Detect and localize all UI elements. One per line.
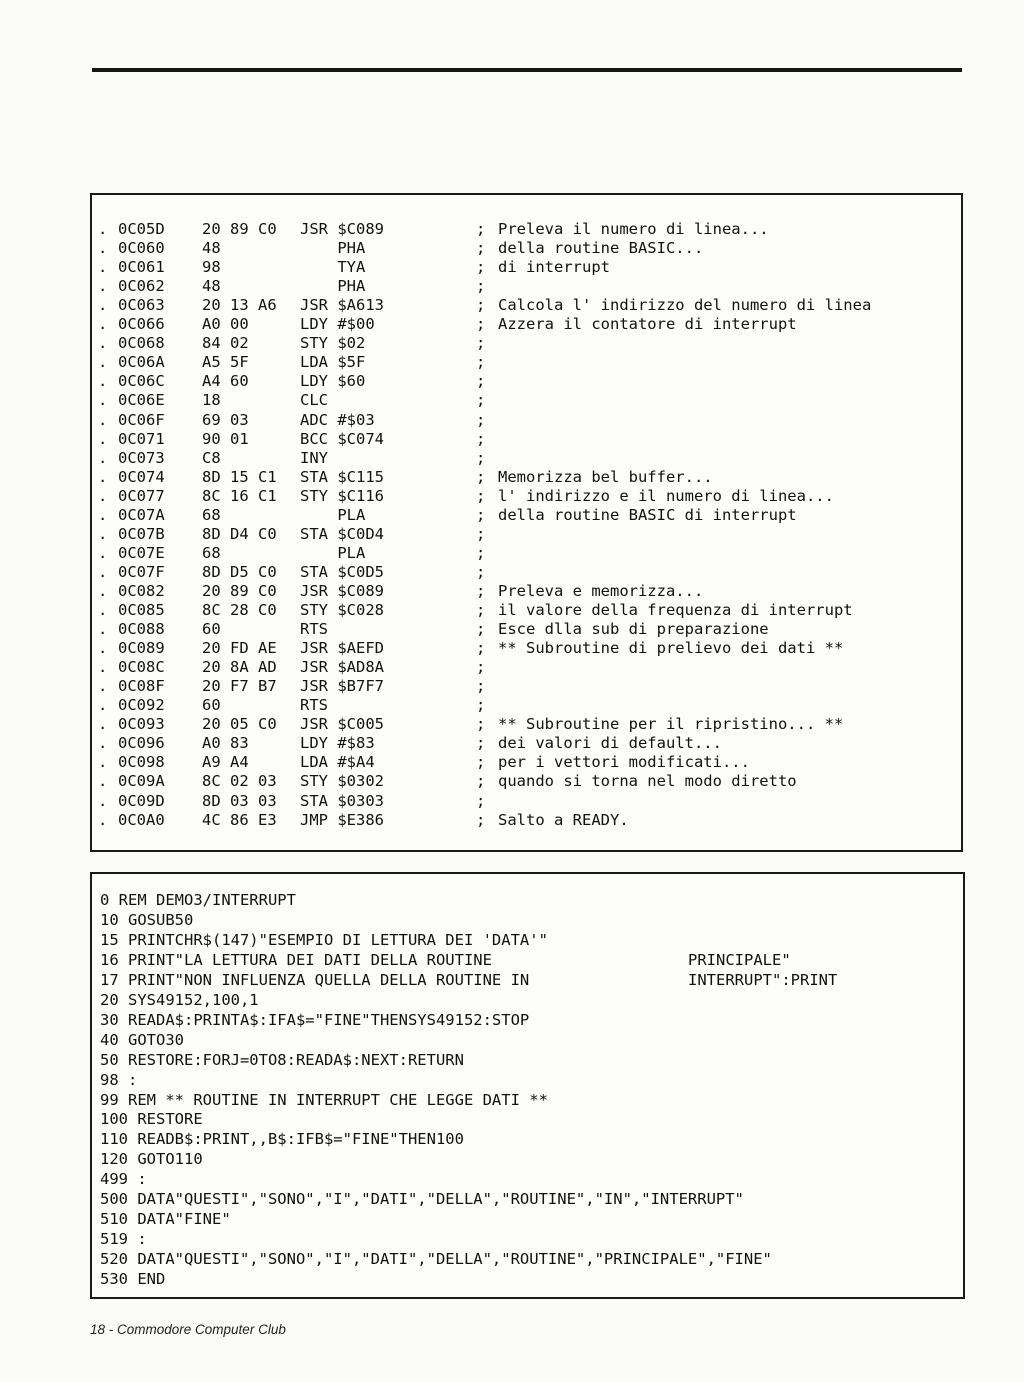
line-dot: . (98, 562, 108, 581)
instruction: JSR $A613 (300, 296, 384, 315)
basic-code: 519 : (100, 1230, 147, 1249)
basic-code: 120 GOTO110 (100, 1150, 203, 1169)
comment-separator: ; (476, 372, 486, 391)
comment: l' indirizzo e il numero di linea... (498, 486, 834, 505)
comment-separator: ; (476, 315, 486, 334)
instruction: JSR $AEFD (300, 639, 384, 658)
comment-separator: ; (476, 258, 486, 277)
basic-code: 17 PRINT"NON INFLUENZA QUELLA DELLA ROUTINE IN (100, 970, 530, 989)
address: 0C071 (118, 429, 165, 448)
comment-separator: ; (476, 220, 486, 238)
comment-separator: ; (476, 524, 486, 543)
line-dot: . (98, 677, 108, 696)
comment: della routine BASIC di interrupt (498, 505, 797, 524)
address: 0C07A (118, 505, 165, 524)
comment: ** Subroutine per il ripristino... ** (498, 715, 844, 734)
instruction: STY $C028 (300, 601, 384, 619)
comment: Memorizza bel buffer... (498, 467, 713, 486)
opcode-bytes: 8C 16 C1 (202, 486, 277, 505)
comment: Salto a READY. (498, 810, 629, 829)
address: 0C06E (118, 391, 165, 410)
opcode-bytes: 68 (202, 543, 221, 562)
instruction: JSR $C005 (300, 715, 384, 734)
comment-separator: ; (476, 562, 486, 581)
address: 0C07B (118, 524, 165, 543)
line-dot: . (98, 486, 108, 505)
line-dot: . (98, 734, 108, 753)
basic-code-continuation: PRINCIPALE" (688, 950, 791, 969)
opcode-bytes: C8 (202, 448, 221, 467)
address: 0C09D (118, 791, 165, 810)
address: 0C09A (118, 772, 165, 791)
instruction: TYA (300, 258, 366, 277)
opcode-bytes: 48 (202, 239, 221, 258)
address: 0C085 (118, 601, 165, 619)
comment: della routine BASIC... (498, 239, 704, 258)
opcode-bytes: 98 (202, 258, 221, 277)
instruction: RTS (300, 696, 328, 715)
line-dot: . (98, 448, 108, 467)
opcode-bytes: 8C 02 03 (202, 772, 277, 791)
comment: quando si torna nel modo diretto (498, 772, 797, 791)
address: 0C093 (118, 715, 165, 734)
line-dot: . (98, 810, 108, 829)
comment-separator: ; (476, 658, 486, 677)
basic-code: 99 REM ** ROUTINE IN INTERRUPT CHE LEGGE DATI ** (100, 1090, 548, 1109)
basic-code: 16 PRINT"LA LETTURA DEI DATI DELLA ROUTINE (100, 950, 492, 969)
opcode-bytes: 20 05 C0 (202, 715, 277, 734)
basic-code-continuation: INTERRUPT":PRINT (688, 970, 838, 989)
address: 0C07F (118, 562, 165, 581)
line-dot: . (98, 639, 108, 658)
line-dot: . (98, 296, 108, 315)
comment-separator: ; (476, 486, 486, 505)
line-dot: . (98, 277, 108, 296)
line-dot: . (98, 391, 108, 410)
opcode-bytes: 69 03 (202, 410, 249, 429)
address: 0C068 (118, 334, 165, 353)
line-dot: . (98, 372, 108, 391)
address: 0C07E (118, 543, 165, 562)
opcode-bytes: A9 A4 (202, 753, 249, 772)
instruction: PHA (300, 239, 366, 258)
comment-separator: ; (476, 505, 486, 524)
line-dot: . (98, 467, 108, 486)
line-dot: . (98, 620, 108, 639)
instruction: STA $C115 (300, 467, 384, 486)
instruction: LDY #$00 (300, 315, 375, 334)
basic-code: 40 GOTO30 (100, 1030, 184, 1049)
opcode-bytes: 20 89 C0 (202, 220, 277, 238)
comment: ** Subroutine di prelievo dei dati ** (498, 639, 844, 658)
page-footer: 18 - Commodore Computer Club (90, 1322, 286, 1337)
opcode-bytes: A0 00 (202, 315, 249, 334)
address: 0C062 (118, 277, 165, 296)
comment-separator: ; (476, 639, 486, 658)
opcode-bytes: 20 8A AD (202, 658, 277, 677)
address: 0C098 (118, 753, 165, 772)
address: 0C092 (118, 696, 165, 715)
opcode-bytes: 60 (202, 696, 221, 715)
instruction: JSR $C089 (300, 581, 384, 600)
comment: di interrupt (498, 258, 610, 277)
opcode-bytes: A0 83 (202, 734, 249, 753)
opcode-bytes: 84 02 (202, 334, 249, 353)
address: 0C060 (118, 239, 165, 258)
instruction: RTS (300, 620, 328, 639)
address: 0C0A0 (118, 810, 165, 829)
line-dot: . (98, 334, 108, 353)
address: 0C066 (118, 315, 165, 334)
line-dot: . (98, 601, 108, 619)
instruction: BCC $C074 (300, 429, 384, 448)
line-dot: . (98, 715, 108, 734)
basic-code: 499 : (100, 1170, 147, 1189)
line-dot: . (98, 258, 108, 277)
basic-code: 510 DATA"FINE" (100, 1210, 231, 1229)
line-dot: . (98, 753, 108, 772)
address: 0C08C (118, 658, 165, 677)
opcode-bytes: 8D 03 03 (202, 791, 277, 810)
comment-separator: ; (476, 353, 486, 372)
address: 0C074 (118, 467, 165, 486)
address: 0C06F (118, 410, 165, 429)
comment-separator: ; (476, 467, 486, 486)
basic-code: 110 READB$:PRINT,,B$:IFB$="FINE"THEN100 (100, 1130, 464, 1149)
comment: dei valori di default... (498, 734, 722, 753)
basic-code: 50 RESTORE:FORJ=0TO8:READA$:NEXT:RETURN (100, 1050, 464, 1069)
line-dot: . (98, 239, 108, 258)
instruction: JSR $B7F7 (300, 677, 384, 696)
opcode-bytes: 8D D4 C0 (202, 524, 277, 543)
top-rule (92, 68, 962, 72)
comment-separator: ; (476, 601, 486, 619)
line-dot: . (98, 315, 108, 334)
line-dot: . (98, 505, 108, 524)
line-dot: . (98, 429, 108, 448)
comment-separator: ; (476, 429, 486, 448)
instruction: JSR $C089 (300, 220, 384, 238)
comment-separator: ; (476, 620, 486, 639)
line-dot: . (98, 658, 108, 677)
comment-separator: ; (476, 296, 486, 315)
opcode-bytes: A5 5F (202, 353, 249, 372)
opcode-bytes: 18 (202, 391, 221, 410)
line-dot: . (98, 220, 108, 238)
instruction: PHA (300, 277, 366, 296)
address: 0C06A (118, 353, 165, 372)
instruction: LDA #$A4 (300, 753, 375, 772)
comment-separator: ; (476, 334, 486, 353)
line-dot: . (98, 353, 108, 372)
comment: per i vettori modificati... (498, 753, 750, 772)
comment-separator: ; (476, 791, 486, 810)
instruction: LDA $5F (300, 353, 366, 372)
line-dot: . (98, 581, 108, 600)
instruction: STY $02 (300, 334, 366, 353)
address: 0C05D (118, 220, 165, 238)
comment-separator: ; (476, 772, 486, 791)
opcode-bytes: 48 (202, 277, 221, 296)
comment-separator: ; (476, 277, 486, 296)
opcode-bytes: 8D D5 C0 (202, 562, 277, 581)
line-dot: . (98, 410, 108, 429)
comment-separator: ; (476, 391, 486, 410)
comment: Calcola l' indirizzo del numero di linea (498, 296, 872, 315)
comment: il valore della frequenza di interrupt (498, 601, 853, 619)
instruction: ADC #$03 (300, 410, 375, 429)
basic-code: 520 DATA"QUESTI","SONO","I","DATI","DELLA","ROUTINE","PRINCIPALE","FINE" (100, 1250, 772, 1269)
opcode-bytes: 60 (202, 620, 221, 639)
comment-separator: ; (476, 677, 486, 696)
basic-code: 530 END (100, 1270, 166, 1289)
basic-listing-box (90, 872, 965, 1299)
comment: Preleva il numero di linea... (498, 220, 769, 238)
line-dot: . (98, 772, 108, 791)
instruction: JSR $AD8A (300, 658, 384, 677)
address: 0C061 (118, 258, 165, 277)
comment-separator: ; (476, 696, 486, 715)
instruction: JMP $E386 (300, 810, 384, 829)
opcode-bytes: 20 89 C0 (202, 581, 277, 600)
instruction: PLA (300, 505, 366, 524)
instruction: LDY #$83 (300, 734, 375, 753)
comment: Preleva e memorizza... (498, 581, 704, 600)
comment-separator: ; (476, 543, 486, 562)
comment-separator: ; (476, 734, 486, 753)
instruction: STA $0303 (300, 791, 384, 810)
address: 0C063 (118, 296, 165, 315)
opcode-bytes: 8C 28 C0 (202, 601, 277, 619)
instruction: STY $0302 (300, 772, 384, 791)
basic-code: 0 REM DEMO3/INTERRUPT (100, 891, 296, 909)
opcode-bytes: 90 01 (202, 429, 249, 448)
address: 0C089 (118, 639, 165, 658)
comment-separator: ; (476, 410, 486, 429)
address: 0C077 (118, 486, 165, 505)
opcode-bytes: 4C 86 E3 (202, 810, 277, 829)
comment-separator: ; (476, 239, 486, 258)
address: 0C08F (118, 677, 165, 696)
basic-code: 500 DATA"QUESTI","SONO","I","DATI","DELLA","ROUTINE","IN","INTERRUPT" (100, 1190, 744, 1209)
comment-separator: ; (476, 753, 486, 772)
opcode-bytes: 20 13 A6 (202, 296, 277, 315)
instruction: STA $C0D4 (300, 524, 384, 543)
assembly-listing-box (90, 193, 963, 852)
address: 0C073 (118, 448, 165, 467)
comment-separator: ; (476, 715, 486, 734)
basic-code: 100 RESTORE (100, 1110, 203, 1129)
opcode-bytes: 20 F7 B7 (202, 677, 277, 696)
address: 0C088 (118, 620, 165, 639)
basic-code: 98 : (100, 1070, 138, 1089)
instruction: STA $C0D5 (300, 562, 384, 581)
line-dot: . (98, 524, 108, 543)
comment: Esce dlla sub di preparazione (498, 620, 769, 639)
line-dot: . (98, 543, 108, 562)
line-dot: . (98, 791, 108, 810)
address: 0C082 (118, 581, 165, 600)
basic-code: 30 READA$:PRINTA$:IFA$="FINE"THENSYS49152:STOP (100, 1010, 530, 1029)
opcode-bytes: A4 60 (202, 372, 249, 391)
address: 0C06C (118, 372, 165, 391)
basic-code: 10 GOSUB50 (100, 910, 194, 929)
basic-code: 20 SYS49152,100,1 (100, 990, 259, 1009)
instruction: INY (300, 448, 328, 467)
comment: Azzera il contatore di interrupt (498, 315, 797, 334)
opcode-bytes: 8D 15 C1 (202, 467, 277, 486)
basic-code: 15 PRINTCHR$(147)"ESEMPIO DI LETTURA DEI 'DATA'" (100, 930, 548, 949)
instruction: PLA (300, 543, 366, 562)
opcode-bytes: 20 FD AE (202, 639, 277, 658)
instruction: STY $C116 (300, 486, 384, 505)
comment-separator: ; (476, 448, 486, 467)
instruction: CLC (300, 391, 328, 410)
comment-separator: ; (476, 810, 486, 829)
line-dot: . (98, 696, 108, 715)
opcode-bytes: 68 (202, 505, 221, 524)
instruction: LDY $60 (300, 372, 366, 391)
comment-separator: ; (476, 581, 486, 600)
address: 0C096 (118, 734, 165, 753)
